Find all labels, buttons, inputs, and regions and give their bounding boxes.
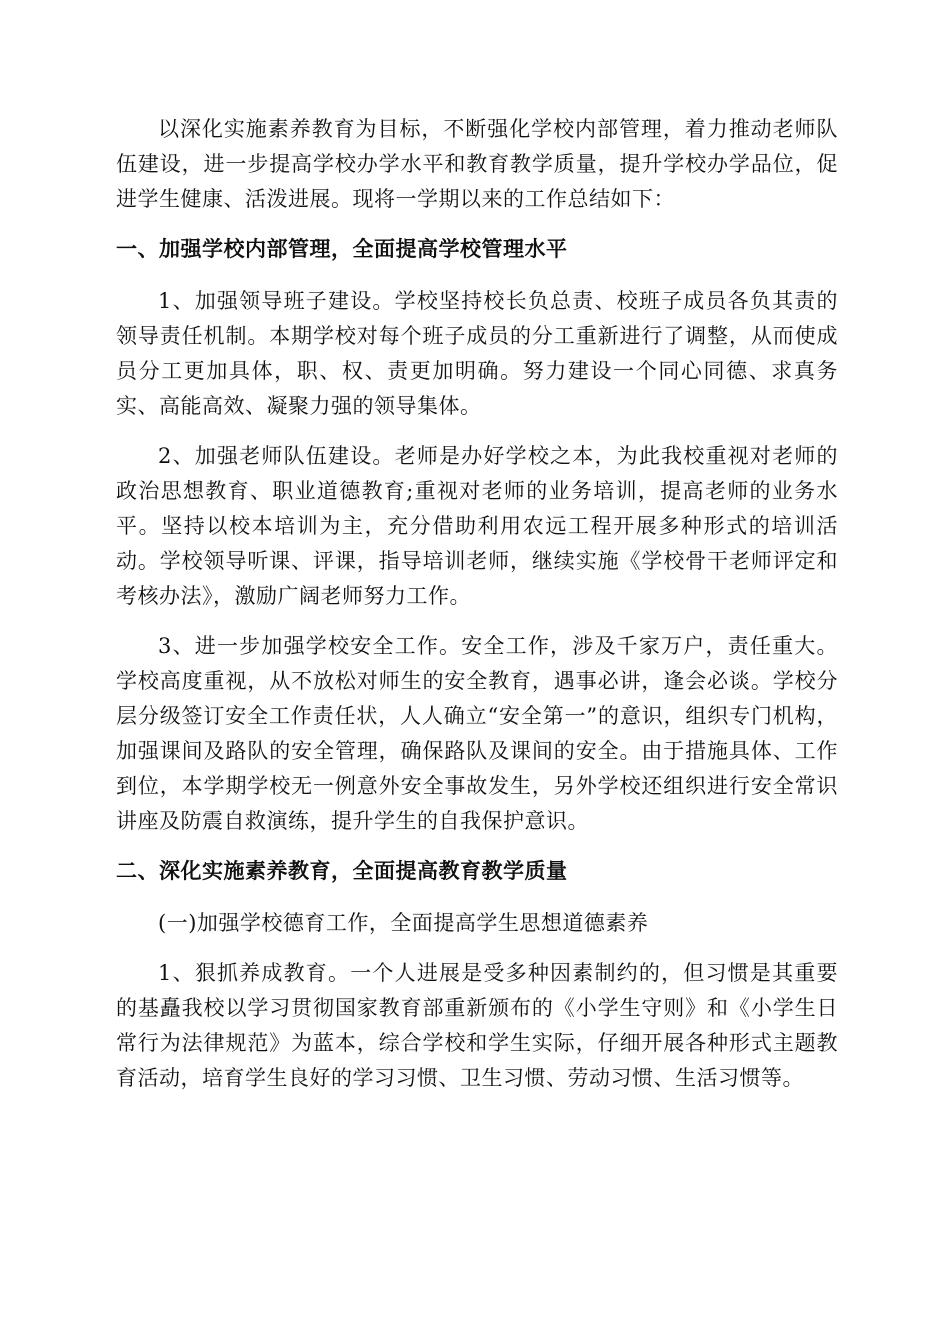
paragraph-habits: 1、狠抓养成教育。一个人进展是受多种因素制约的，但习惯是其重要的基矗我校以学习贯彻国家教育部重新颁布的《小学生守则》和《小学生日常行为法律规范》为蓝本，综合学校和学生实际，仔细开展各种形式主题教育活动，培育学生良好的学习习惯、卫生习惯、劳动习惯、生活习惯等。: [116, 961, 838, 1090]
paragraph-safety: 3、进一步加强学校安全工作。安全工作，涉及千家万户，责任重大。学校高度重视，从不放松对师生的安全教育，遇事必讲，逢会必谈。学校分层分级签订安全工作责任状，人人确立“安全第一”的意识，组织专门机构，加强课间及路队的安全管理，确保路队及课间的安全。由于措施具体、工作到位，本学期学校无一例意外安全事故发生，另外学校还组织进行安全常识讲座及防震自救演练，提升学生的自我保护意识。: [116, 634, 838, 833]
paragraph-leadership: 1、加强领导班子建设。学校坚持校长负总责、校班子成员各负其责的领导责任机制。本期学校对每个班子成员的分工重新进行了调整，从而使成员分工更加具体，职、权、责更加明确。努力建设一个同心同德、求真务实、高能高效、凝聚力强的领导集体。: [116, 289, 838, 418]
intro-paragraph: 以深化实施素养教育为目标，不断强化学校内部管理，着力推动老师队伍建设，进一步提高学校办学水平和教育教学质量，提升学校办学品位，促进学生健康、活泼进展。现将一学期以来的工作总结如下：: [116, 117, 838, 211]
document-page: [116, 112, 838, 1111]
paragraph-teachers: 2、加强老师队伍建设。老师是办好学校之本，为此我校重视对老师的政治思想教育、职业道德教育;重视对老师的业务培训，提高老师的业务水平。坚持以校本培训为主，充分借助利用农远工程开展多种形式的培训活动。学校领导听课、评课，指导培训老师，继续实施《学校骨干老师评定和考核办法》，激励广阔老师努力工作。: [116, 444, 838, 608]
section-heading-1: 一、加强学校内部管理，全面提高学校管理水平: [116, 237, 568, 261]
section-heading-2: 二、深化实施素养教育，全面提高教育教学质量: [116, 859, 568, 883]
subheading-moral-education: (一)加强学校德育工作，全面提高学生思想道德素养: [158, 911, 649, 935]
